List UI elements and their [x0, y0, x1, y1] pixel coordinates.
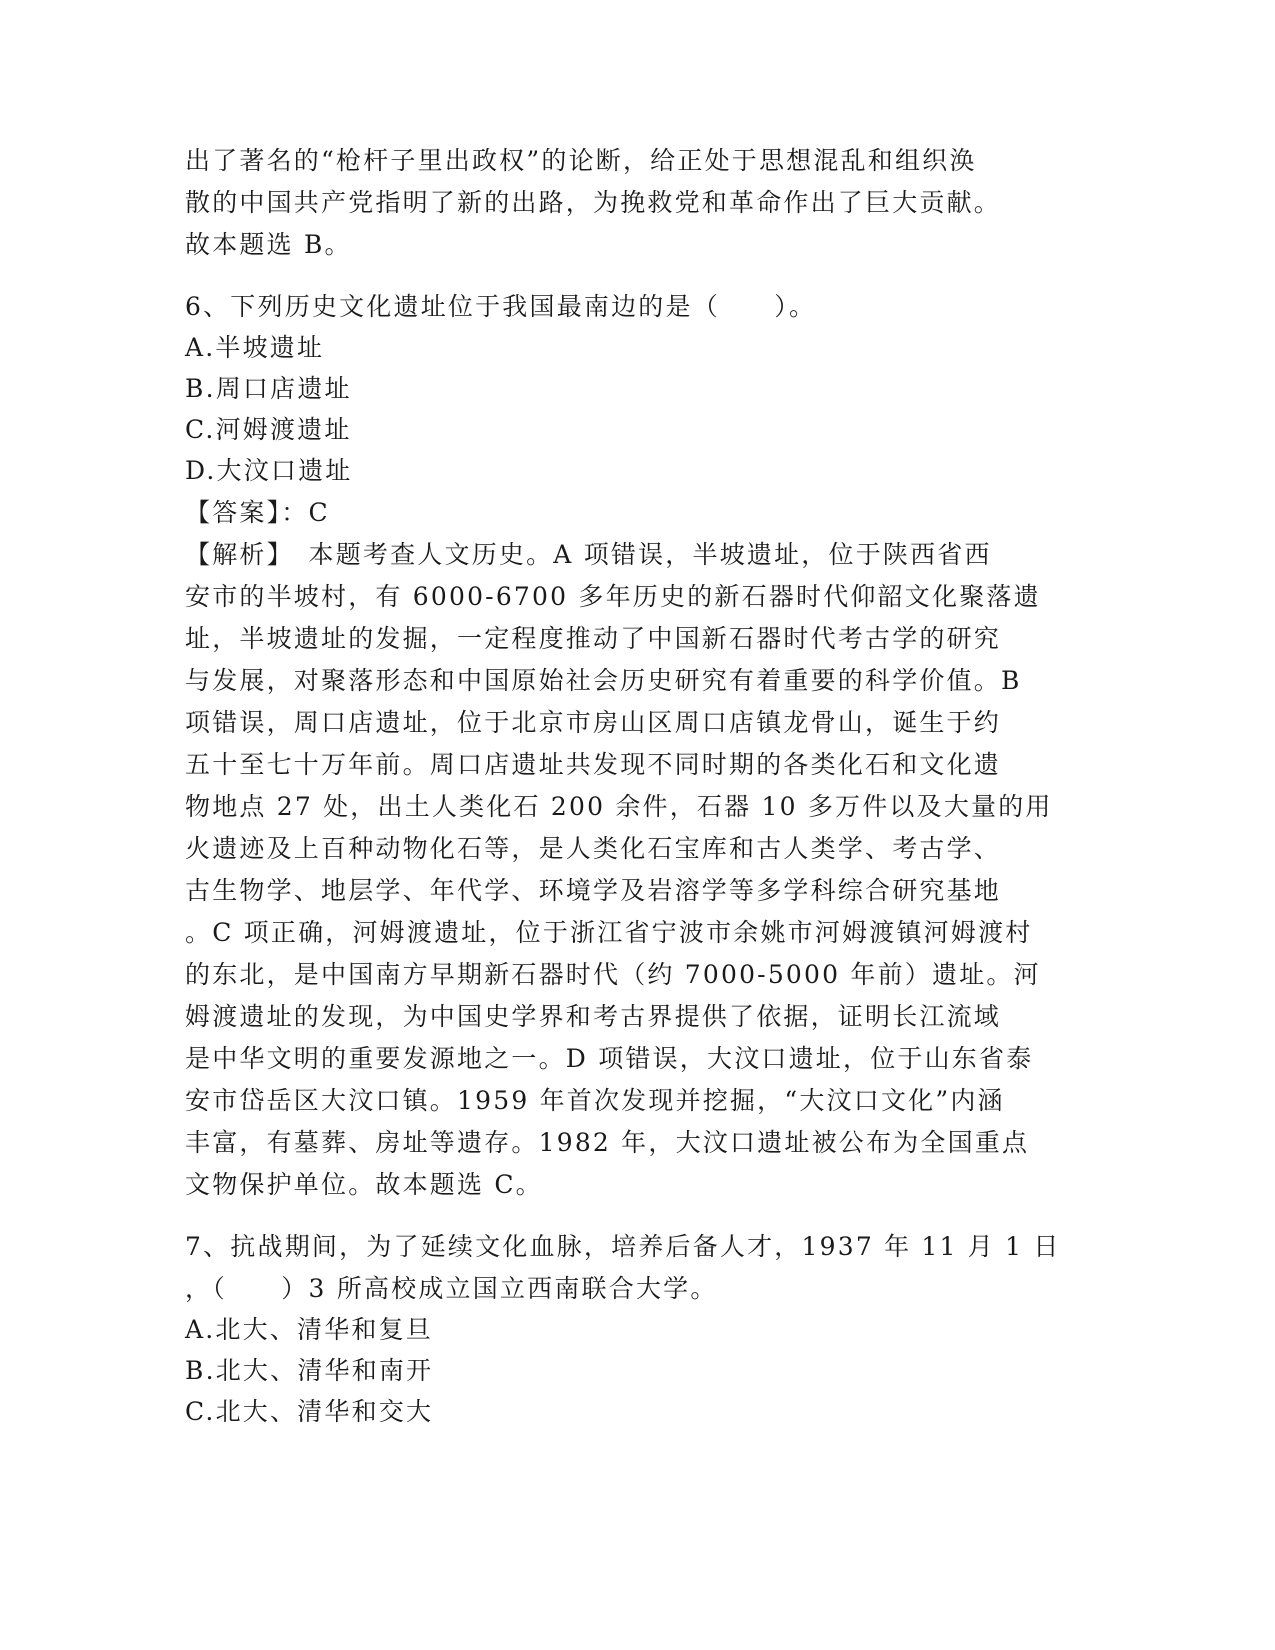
- option-c: C.北大、清华和交大: [185, 1397, 434, 1426]
- option-b: B.北大、清华和南开: [185, 1356, 434, 1385]
- analysis-line: 安市的半坡村，有 6000-6700 多年历史的新石器时代仰韶文化聚落遗: [185, 582, 1041, 611]
- explanation-line: 故本题选 B。: [185, 230, 352, 259]
- analysis-line: 丰富，有墓葬、房址等遗存。1982 年，大汶口遗址被公布为全国重点: [185, 1128, 1030, 1157]
- analysis-line: 的东北，是中国南方早期新石器时代（约 7000-5000 年前）遗址。河: [185, 960, 1041, 989]
- explanation-line: 出了著名的“枪杆子里出政权”的论断，给正处于思想混乱和组织涣: [185, 146, 977, 175]
- analysis-line: 与发展，对聚落形态和中国原始社会历史研究有着重要的科学价值。B: [185, 666, 1022, 695]
- analysis-line: 安市岱岳区大汶口镇。1959 年首次发现并挖掘，“大汶口文化”内涵: [185, 1086, 1005, 1115]
- analysis-line: 项错误，周口店遗址，位于北京市房山区周口店镇龙骨山，诞生于约: [185, 708, 1002, 737]
- analysis-line: 火遗迹及上百种动物化石等，是人类化石宝库和古人类学、考古学、: [185, 834, 1002, 863]
- explanation-line: 散的中国共产党指明了新的出路，为挽救党和革命作出了巨大贡献。: [185, 188, 1002, 217]
- option-c: C.河姆渡遗址: [185, 415, 352, 444]
- analysis-line: 古生物学、地层学、年代学、环境学及岩溶学等多学科综合研究基地: [185, 876, 1002, 905]
- analysis-line: 物地点 27 处，出土人类化石 200 余件，石器 10 多万件以及大量的用: [185, 792, 1053, 821]
- question-text: 7、抗战期间，为了延续文化血脉，培养后备人才，1937 年 11 月 1 日: [185, 1232, 1061, 1261]
- option-a: A.北大、清华和复旦: [185, 1315, 434, 1344]
- option-b: B.周口店遗址: [185, 374, 352, 403]
- analysis-line: 【解析】 本题考查人文历史。A 项错误，半坡遗址，位于陕西省西: [185, 540, 992, 569]
- question-text: ，（ ）3 所高校成立国立西南联合大学。: [185, 1274, 718, 1303]
- analysis-line: 址，半坡遗址的发掘，一定程度推动了中国新石器时代考古学的研究: [185, 624, 1002, 653]
- analysis-line: 。C 项正确，河姆渡遗址，位于浙江省宁波市余姚市河姆渡镇河姆渡村: [185, 918, 1033, 947]
- option-a: A.半坡遗址: [185, 333, 325, 362]
- question-text: 6、下列历史文化遗址位于我国最南边的是（ ）。: [185, 292, 817, 321]
- answer: 【答案】：C: [185, 498, 330, 527]
- analysis-line: 文物保护单位。故本题选 C。: [185, 1170, 543, 1199]
- analysis-line: 是中华文明的重要发源地之一。D 项错误，大汶口遗址，位于山东省泰: [185, 1044, 1034, 1073]
- analysis-line: 姆渡遗址的发现，为中国史学界和考古界提供了依据，证明长江流域: [185, 1002, 1002, 1031]
- option-d: D.大汶口遗址: [185, 456, 353, 485]
- analysis-line: 五十至七十万年前。周口店遗址共发现不同时期的各类化石和文化遗: [185, 750, 1002, 779]
